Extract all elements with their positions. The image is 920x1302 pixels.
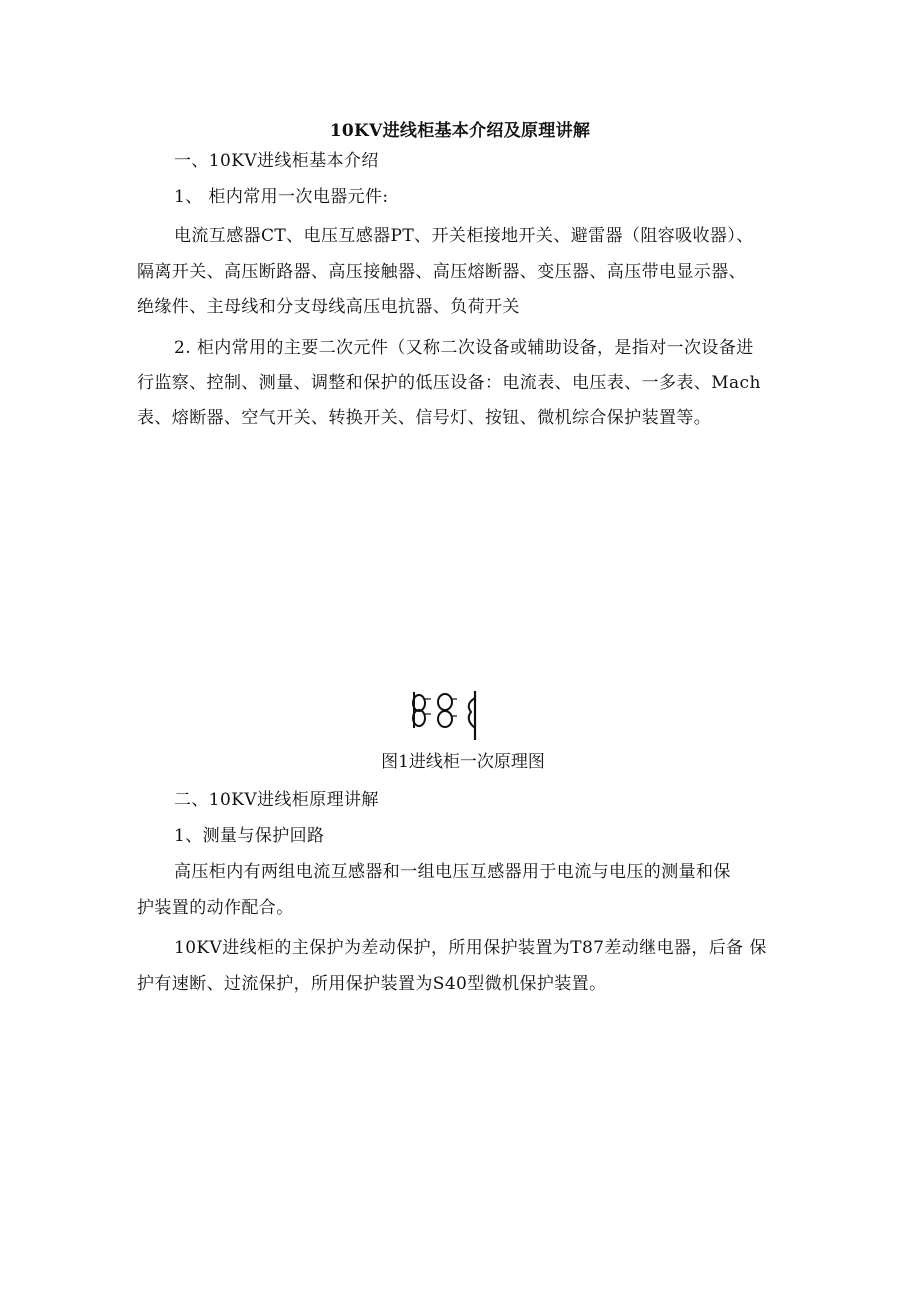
section1-item2-line: 表、熔断器、空气开关、转换开关、信号灯、按钮、微机综合保护装置等。 [137, 408, 712, 428]
section1-item2-line: 2. 柜内常用的主要二次元件（又称二次设备或辅助设备，是指对一次设备进 [174, 338, 754, 358]
figure-caption: 图1进线柜一次原理图 [381, 752, 545, 772]
section1-item2-line: 行监察、控制、测量、调整和保护的低压设备：电流表、电压表、一多表、Mach [137, 373, 761, 393]
section2-para1-line: 高压柜内有两组电流互感器和一组电压互感器用于电流与电压的测量和保 [174, 862, 731, 882]
section2-para1-line: 护装置的动作配合。 [137, 898, 294, 918]
section1-item1-line: 隔离开关、高压断路器、高压接触器、高压熔断器、变压器、高压带电显示器、 [137, 262, 746, 282]
section2-para2-line: 10KV进线柜的主保护为差动保护，所用保护装置为T87差动继电器，后备 保 [174, 938, 767, 958]
section1-item1-line: 绝缘件、主母线和分支母线高压电抗器、负荷开关 [137, 297, 520, 317]
document-title: 10KV进线柜基本介绍及原理讲解 [329, 121, 591, 141]
section1-item1-line: 电流互感器CT、电压互感器PT、开关柜接地开关、避雷器（阻容吸收器）、 [174, 226, 754, 246]
section2-item1-heading: 1、测量与保护回路 [174, 826, 325, 846]
section2-para2-line: 护有速断、过流保护，所用保护装置为S40型微机保护装置。 [137, 974, 607, 994]
section2-heading: 二、10KV进线柜原理讲解 [174, 790, 379, 810]
section1-heading: 一、10KV进线柜基本介绍 [174, 151, 379, 171]
section1-item1-heading: 1、 柜内常用一次电器元件: [174, 187, 389, 207]
primary-schematic-figure [405, 688, 487, 740]
